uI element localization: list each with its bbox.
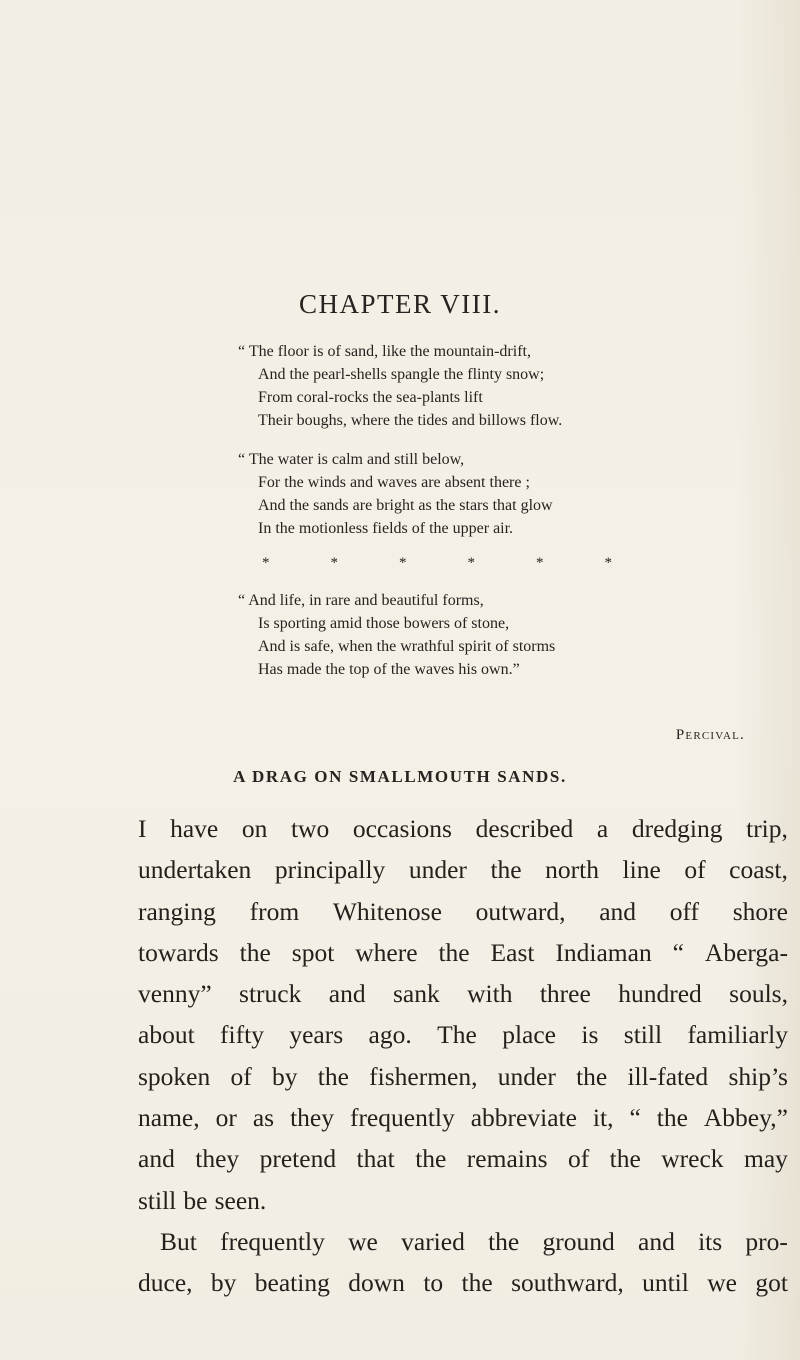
word: and: [328, 979, 366, 1009]
poem-line: And is safe, when the wrathful spirit of storms: [258, 638, 556, 655]
word: venny”: [138, 979, 212, 1009]
word: varied: [401, 1226, 465, 1256]
word: fishermen,: [369, 1061, 478, 1091]
word: two: [290, 814, 330, 843]
chapter-title: CHAPTER VIII.: [298, 289, 501, 319]
word: occasions: [352, 814, 452, 843]
word: beating: [254, 1268, 330, 1298]
word: they: [195, 1144, 240, 1174]
word: of: [567, 1144, 590, 1174]
text-line: [138, 1262, 788, 1303]
word: Aberga-: [704, 937, 788, 967]
word: years: [289, 1020, 344, 1050]
word: by: [210, 1268, 237, 1298]
word: three: [539, 979, 591, 1009]
word: “: [629, 1103, 641, 1133]
asterisk: *: [604, 555, 612, 571]
word: it,: [592, 1103, 614, 1133]
word: name,: [138, 1103, 200, 1133]
word: frequently: [220, 1226, 325, 1256]
word: the: [438, 937, 470, 967]
text-line: [138, 1221, 788, 1262]
asterisk: *: [262, 555, 270, 571]
word: The: [437, 1020, 477, 1050]
asterisk: *: [399, 555, 407, 571]
poem-line: In the motionless fields of the upper air.: [258, 520, 514, 537]
word: pretend: [259, 1144, 337, 1174]
word: line: [622, 855, 661, 885]
text-line: [138, 1180, 788, 1221]
word: remains: [466, 1144, 548, 1174]
word: ship’s: [728, 1061, 788, 1091]
word: to: [423, 1268, 444, 1298]
word: ago.: [368, 1020, 412, 1050]
word: still: [138, 1185, 177, 1215]
word: Whitenose: [332, 896, 442, 926]
word: the: [317, 1061, 349, 1091]
word: until: [642, 1268, 689, 1298]
word: that: [356, 1144, 395, 1174]
word: and: [138, 1144, 175, 1174]
word: with: [467, 979, 513, 1009]
word: ill-fated: [627, 1061, 709, 1091]
word: place: [502, 1020, 556, 1050]
word: outward,: [475, 896, 566, 926]
word: we: [707, 1268, 737, 1298]
section-heading: A DRAG ON SMALLMOUTH SANDS.: [233, 767, 567, 786]
word: undertaken: [138, 855, 252, 885]
word: off: [669, 896, 700, 926]
text-line: [138, 891, 788, 932]
word: ranging: [138, 896, 216, 926]
asterism-divider: [262, 552, 612, 575]
word: hundred: [618, 979, 702, 1009]
poem-line: For the winds and waves are absent there ;: [258, 474, 530, 491]
word: still: [623, 1020, 663, 1050]
poem-line: “ And life, in rare and beautiful forms,: [238, 592, 484, 609]
word: familiarly: [687, 1020, 788, 1050]
word: souls,: [729, 979, 788, 1009]
word: as: [252, 1103, 275, 1133]
word: about: [138, 1020, 195, 1050]
word: spoken: [138, 1061, 211, 1091]
text-line: [138, 1138, 788, 1179]
text-line: [138, 932, 788, 973]
text-line: [138, 808, 788, 849]
poem-line: Is sporting amid those bowers of stone,: [258, 615, 510, 632]
word: down: [348, 1268, 405, 1298]
word: a: [596, 814, 609, 843]
word: have: [170, 814, 219, 843]
word: towards: [138, 937, 219, 967]
word: and: [599, 896, 637, 926]
word: of: [230, 1061, 252, 1091]
poem-line: Has made the top of the waves his own.”: [258, 661, 520, 678]
word: the: [490, 855, 522, 885]
word: East: [490, 937, 535, 967]
word: the: [609, 1144, 641, 1174]
word: trip,: [746, 814, 788, 843]
word: got: [755, 1268, 788, 1298]
word: they: [290, 1103, 334, 1133]
word: spot: [291, 937, 335, 967]
word: duce,: [138, 1268, 193, 1298]
poem-stanza-3: [0, 589, 800, 681]
word: Indiaman: [555, 937, 652, 967]
word: described: [475, 814, 574, 843]
word: its: [698, 1226, 723, 1256]
word: we: [348, 1226, 378, 1256]
text-line: [138, 1097, 788, 1138]
word: sank: [392, 979, 440, 1009]
text-line: [138, 1014, 788, 1055]
word: frequently: [349, 1103, 455, 1133]
word: “: [672, 937, 684, 967]
word: is: [581, 1020, 599, 1050]
word: be: [183, 1185, 208, 1215]
word: seen.: [214, 1185, 267, 1215]
text-line: [138, 1056, 788, 1097]
word: ground: [542, 1226, 615, 1256]
word: abbreviate: [470, 1103, 577, 1133]
poem-stanza-1: [0, 340, 800, 432]
body-text: [138, 808, 788, 1304]
word: wreck: [661, 1144, 724, 1174]
word: southward,: [511, 1268, 624, 1298]
word: on: [241, 814, 268, 843]
text-line: [138, 973, 788, 1014]
word: under: [497, 1061, 556, 1091]
word: under: [408, 855, 467, 885]
word: the: [576, 1061, 608, 1091]
word: may: [743, 1144, 788, 1174]
asterisk: *: [467, 555, 475, 571]
word: the: [461, 1268, 493, 1298]
asterisk: *: [536, 555, 544, 571]
word: the: [239, 937, 271, 967]
poem-line: Their boughs, where the tides and billows flow.: [258, 412, 563, 429]
word: Abbey,”: [703, 1103, 788, 1133]
word: and: [638, 1226, 675, 1256]
word: or: [215, 1103, 237, 1133]
epigraph-poem: [0, 340, 800, 697]
poem-line: From coral-rocks the sea-plants lift: [258, 389, 483, 406]
word: where: [355, 937, 418, 967]
poem-line: And the sands are bright as the stars that glow: [258, 497, 553, 514]
word: shore: [732, 896, 788, 926]
asterisk: *: [330, 555, 338, 571]
poem-stanza-2: [0, 448, 800, 540]
word: fifty: [220, 1020, 264, 1050]
word: coast,: [729, 855, 788, 885]
word: of: [684, 855, 706, 885]
word: I: [138, 814, 147, 843]
poem-attribution: Percival.: [675, 727, 745, 743]
word: the: [415, 1144, 447, 1174]
word: But: [160, 1226, 197, 1256]
word: north: [545, 855, 599, 885]
word: the: [488, 1226, 520, 1256]
word: struck: [239, 979, 302, 1009]
word: pro-: [745, 1226, 788, 1256]
word: from: [249, 896, 300, 926]
poem-line: “ The floor is of sand, like the mountain-drift,: [238, 343, 531, 360]
word: dredging: [631, 814, 723, 843]
word: the: [656, 1103, 688, 1133]
text-line: [138, 849, 788, 890]
poem-line: And the pearl-shells spangle the flinty snow;: [258, 366, 545, 383]
word: by: [272, 1061, 298, 1091]
poem-line: “ The water is calm and still below,: [238, 451, 465, 468]
word: principally: [274, 855, 386, 885]
